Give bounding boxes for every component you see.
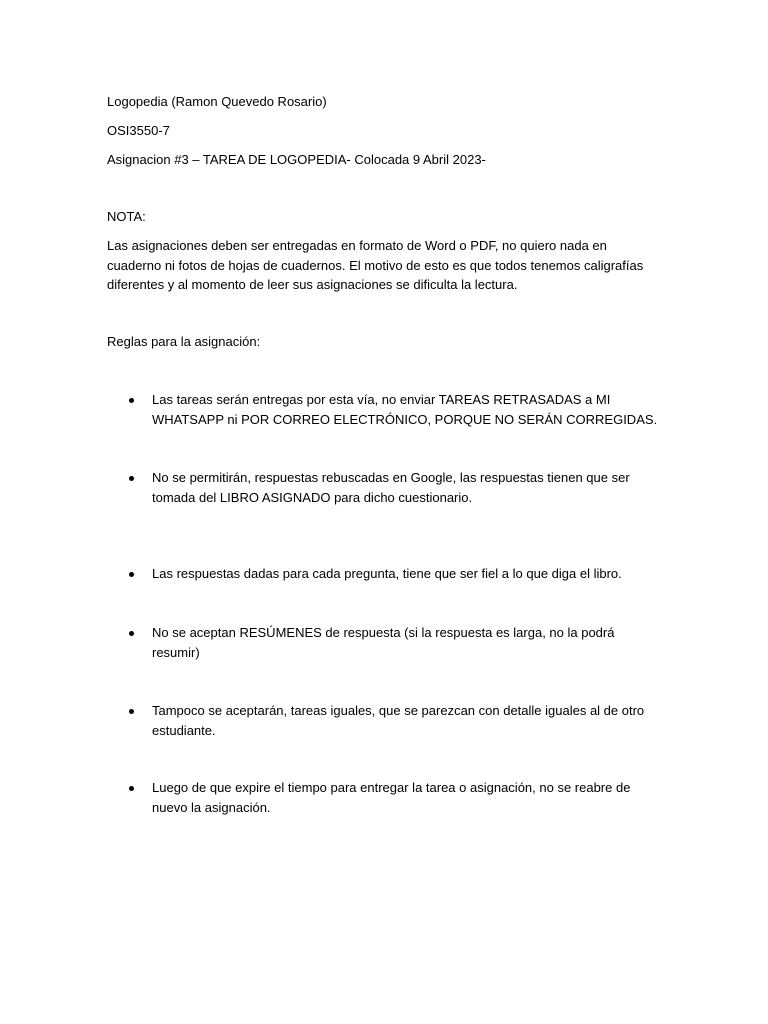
note-body: Las asignaciones deben ser entregadas en formato de Word o PDF, no quiero nada en cuaderno ni fotos de hojas de cuadernos. El motivo de esto es que todos tenemos caligrafías diferentes y al momento de leer sus asignaciones se dificulta la lectura.: [107, 238, 644, 292]
rule-text: No se permitirán, respuestas rebuscadas en Google, las respuestas tienen que ser tomada del LIBRO ASIGNADO para dicho cuestionario.: [152, 470, 630, 505]
note-heading: NOTA:: [107, 209, 146, 224]
rules-heading: Reglas para la asignación:: [107, 334, 261, 349]
course-title: Logopedia (Ramon Quevedo Rosario): [107, 94, 327, 109]
rule-text: Tampoco se aceptarán, tareas iguales, que se parezcan con detalle iguales al de otro estudiante.: [152, 703, 645, 738]
rule-text: Las tareas serán entregas por esta vía, no enviar TAREAS RETRASADAS a MI WHATSAPP ni POR CORREO ELECTRÓNICO, PORQUE NO SERÁN CORREGIDAS.: [152, 392, 658, 427]
rule-text: Luego de que expire el tiempo para entregar la tarea o asignación, no se reabre de nuevo la asignación.: [152, 780, 631, 815]
rule-text: Las respuestas dadas para cada pregunta, tiene que ser fiel a lo que diga el libro.: [152, 566, 622, 581]
rule-text: No se aceptan RESÚMENES de respuesta (si la respuesta es larga, no la podrá resumir): [152, 625, 615, 660]
assignment-title: Asignacion #3 – TAREA DE LOGOPEDIA- Colocada 9 Abril 2023-: [107, 152, 486, 167]
course-code: OSI3550-7: [107, 123, 170, 138]
